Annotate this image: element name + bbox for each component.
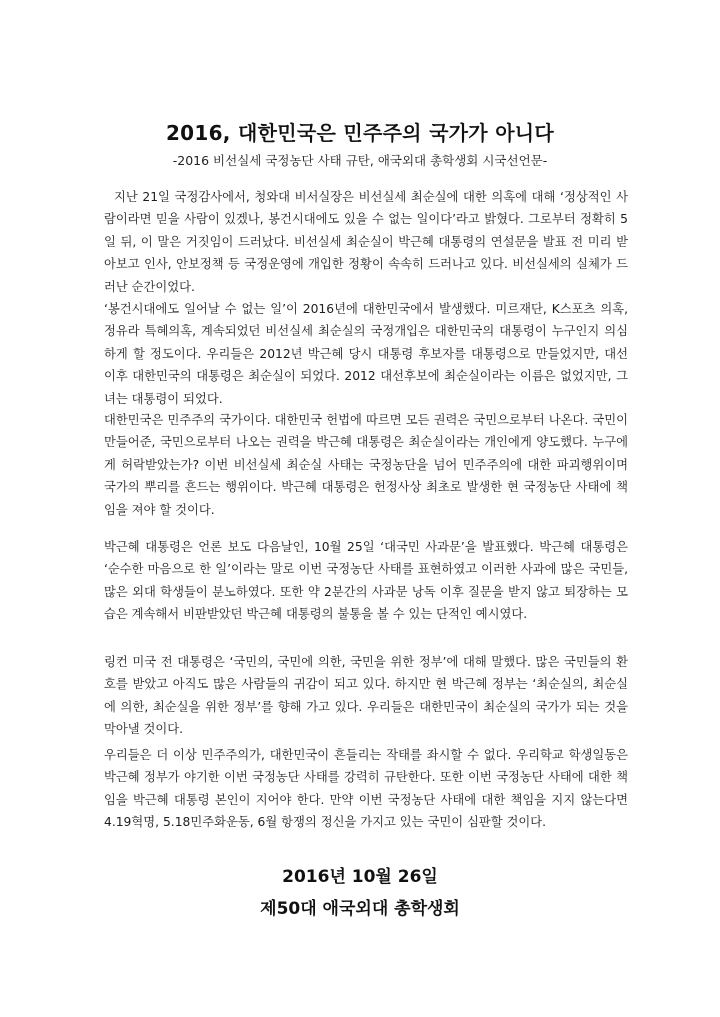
organization-signature: 제50대 애국외대 총학생회 — [260, 899, 460, 919]
paragraph-3: 대한민국은 민주주의 국가이다. 대한민국 헌법에 따르면 모든 권력은 국민으로부터 나온다. 국민이 만들어준, 국민으로부터 나오는 권력을 박근혜 대통령은 최순실이라는 개인에게 양도했다. 누구에게 허락받았는가? 이번 비선실세 최순실 사태는 국정농단을 넘어 민주주의에 대한 파괴행위이며 국가의 뿌리를 흔드는 행위이다. 박근혜 대통령은 헌정사상 최초로 발생한 현 국정농단 사태에 책임을 져야 할 것이다. — [104, 413, 628, 517]
paragraph-1: 지난 21일 국정감사에서, 청와대 비서실장은 비선실세 최순실에 대한 의혹에 대해 ‘정상적인 사람이라면 믿을 사람이 있겠나, 봉건시대에도 있을 수 없는 일이다’라고 밝혔다. 그로부터 정확히 5일 뒤, 이 말은 거짓임이 드러났다. 비선실세 최순실이 박근혜 대통령의 연설문을 발표 전 미리 받아보고 인사, 안보정책 등 국정운영에 개입한 정황이 속속히 드러나고 있다. 비선실세의 실체가 드러난 순간이었다. — [104, 190, 628, 294]
declaration-date: 2016년 10월 26일 — [282, 867, 438, 887]
paragraph-4: 박근혜 대통령은 언론 보도 다음날인, 10월 25일 ‘대국민 사과문’을 발표했다. 박근혜 대통령은 ‘순수한 마음으로 한 일’이라는 말로 이번 국정농단 사태를 표현하였고 이러한 사과에 많은 국민들, 많은 외대 학생들이 분노하였다. 또한 약 2분간의 사과문 낭독 이후 질문을 받지 않고 퇴장하는 모습은 계속해서 비판받았던 박근혜 대통령의 불통을 볼 수 있는 단적인 예시였다. — [104, 540, 628, 622]
paragraph-5: 링컨 미국 전 대통령은 ‘국민의, 국민에 의한, 국민을 위한 정부’에 대해 말했다. 많은 국민들의 환호를 받았고 아직도 많은 사람들의 귀감이 되고 있다. 하지만 현 박근혜 정부는 ‘최순실의, 최순실에 의한, 최순실을 위한 정부’를 향해 가고 있다. 우리들은 대한민국이 최순실의 국가가 되는 것을 막아낼 것이다. — [104, 655, 628, 737]
paragraph-6: 우리들은 더 이상 민주주의가, 대한민국이 흔들리는 작태를 좌시할 수 없다. 우리학교 학생일동은 박근혜 정부가 야기한 이번 국정농단 사태를 강력히 규탄한다. 또한 이번 국정농단 사태에 대한 책임을 박근혜 대통령 본인이 지어야 한다. 만약 이번 국정농단 사태에 대한 책임을 지지 않는다면 4.19혁명, 5.18민주화운동, 6월 항쟁의 정신을 가지고 있는 국민이 심판할 것이다. — [104, 748, 628, 830]
document-subtitle: -2016 비선실세 국정농단 사태 규탄, 애국외대 총학생회 시국선언문- — [172, 153, 548, 168]
paragraph-2: ‘봉건시대에도 일어날 수 없는 일’이 2016년에 대한민국에서 발생했다. 미르재단, K스포츠 의혹, 정유라 특혜의혹, 계속되었던 비선실세 최순실의 국정개입은 대한민국의 대통령이 누구인지 의심하게 할 정도이다. 우리들은 2012년 박근혜 당시 대통령 후보자를 대통령으로 만들었지만, 대선 이후 대한민국의 대통령은 최순실이 되었다. 2012 대선후보에 최순실이라는 이름은 없었지만, 그녀는 대통령이 되었다. — [104, 302, 628, 406]
document-title: 2016, 대한민국은 민주주의 국가가 아니다 — [165, 121, 555, 145]
